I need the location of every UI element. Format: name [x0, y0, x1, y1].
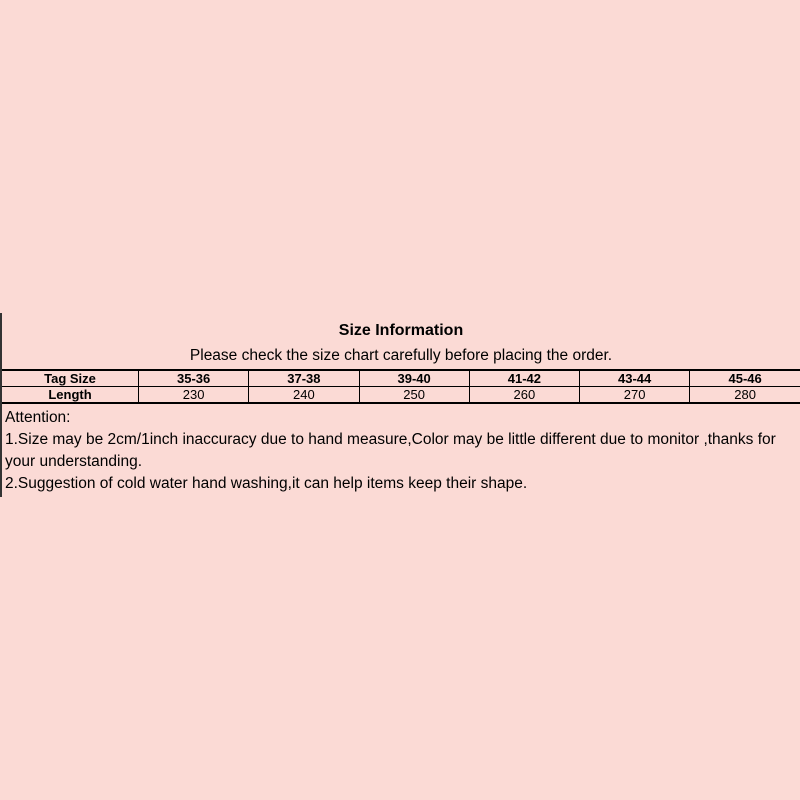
size-column-cell: 37-38 — [249, 370, 359, 387]
length-value-cell: 280 — [690, 387, 800, 404]
size-column-cell: 41-42 — [469, 370, 579, 387]
attention-note-1: 1.Size may be 2cm/1inch inaccuracy due to hand measure,Color may be little different due to monitor ,thanks for your understanding. — [5, 431, 776, 470]
page-title: Size Information — [338, 322, 464, 339]
length-value-cell: 230 — [139, 387, 249, 404]
length-value-cell: 270 — [580, 387, 690, 404]
attention-note-2: 2.Suggestion of cold water hand washing,it can help items keep their shape. — [5, 475, 528, 492]
length-value-cell: 260 — [469, 387, 579, 404]
size-table — [2, 369, 800, 404]
size-information-panel — [0, 313, 800, 497]
size-column-cell: 39-40 — [359, 370, 469, 387]
length-label-cell: Length — [2, 387, 139, 404]
attention-heading: Attention: — [5, 409, 71, 426]
size-chart-subtitle: Please check the size chart carefully before placing the order. — [189, 347, 613, 364]
size-column-cell: 43-44 — [580, 370, 690, 387]
length-value-cell: 240 — [249, 387, 359, 404]
tag-size-header-cell: Tag Size — [2, 370, 139, 387]
attention-section — [2, 407, 800, 495]
size-column-cell: 45-46 — [690, 370, 800, 387]
table-row-length — [2, 387, 800, 404]
size-column-cell: 35-36 — [139, 370, 249, 387]
length-value-cell: 250 — [359, 387, 469, 404]
table-row-tag-size — [2, 370, 800, 387]
